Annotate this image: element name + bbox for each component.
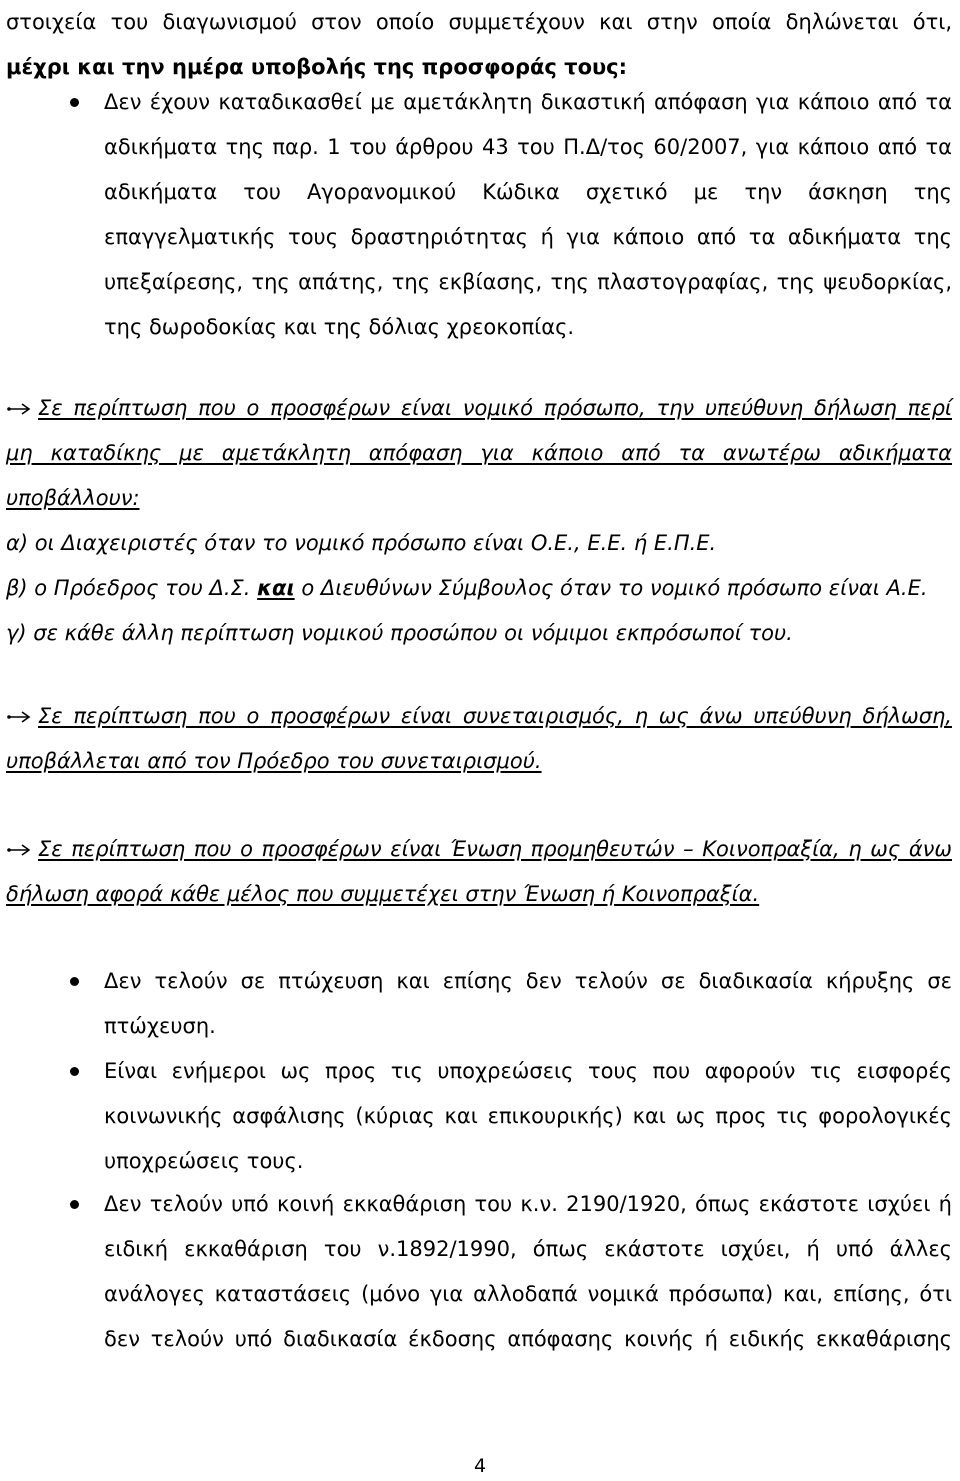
bullet-4-paragraph: [104, 1182, 952, 1362]
note-union-line-2: δήλωση αφορά κάθε μέλος που συμμετέχει στην Ένωση ή Κοινοπραξία.: [6, 882, 760, 906]
note-legal-entity: [6, 386, 952, 656]
bullet-dot: [70, 1200, 79, 1209]
bullet-1-line: αδικήματα του Αγορανομικού Κώδικα σχετικό με την άσκηση της: [104, 180, 952, 204]
note-legal-entity-line-2: μη καταδίκης με αμετάκλητη απόφαση για κάποιο από τα ανωτέρω αδικήματα: [6, 441, 952, 465]
bullet-4-line: δεν τελούν υπό διαδικασία έκδοσης απόφασης κοινής ή ειδικής εκκαθάρισης: [104, 1327, 952, 1351]
note-legal-entity-item-c: γ) σε κάθε άλλη περίπτωση νομικού προσώπου οι νόμιμοι εκπρόσωποί του.: [6, 621, 793, 645]
note-legal-entity-line-1: [6, 386, 952, 431]
bullet-4-line: ανάλογες καταστάσεις (μόνο για αλλοδαπά νομικά πρόσωπα) και, επίσης, ότι: [104, 1282, 952, 1306]
bullet-3-line: Είναι ενήμεροι ως προς τις υποχρεώσεις τους που αφορούν τις εισφορές: [104, 1059, 952, 1083]
intro-line-1: στοιχεία του διαγωνισμού στον οποίο συμμετέχουν και στην οποία δηλώνεται ότι,: [6, 10, 952, 34]
arrow-right-icon: [6, 843, 34, 857]
arrow-right-icon: [6, 710, 34, 724]
bullet-4-line: ειδική εκκαθάριση του ν.1892/1990, όπως εκάστοτε ισχύει, ή υπό άλλες: [104, 1237, 952, 1261]
item-b-pre: β) ο Πρόεδρος του Δ.Σ.: [6, 576, 258, 600]
item-b-post: ο Διευθύνων Σύμβουλος όταν το νομικό πρόσωπο είναι Α.Ε.: [294, 576, 928, 600]
page-number: 4: [473, 1455, 487, 1477]
bullet-4-line: Δεν τελούν υπό κοινή εκκαθάριση του κ.ν. 2190/1920, όπως εκάστοτε ισχύει ή: [104, 1192, 952, 1216]
bullet-1-line: Δεν έχουν καταδικασθεί με αμετάκλητη δικαστική απόφαση για κάποιο από τα: [104, 90, 952, 114]
note-legal-entity-line-3: υποβάλλουν:: [6, 486, 140, 510]
bullet-1-line: αδικήματα της παρ. 1 του άρθρου 43 του Π.Δ/τος 60/2007, για κάποιο από τα: [104, 135, 952, 159]
bullet-1-line: της δωροδοκίας και της δόλιας χρεοκοπίας.: [104, 315, 575, 339]
note-cooperative: [6, 694, 952, 784]
bullet-2-line: πτώχευση.: [104, 1014, 216, 1038]
bullet-dot: [70, 98, 79, 107]
note-legal-entity-item-a: α) οι Διαχειριστές όταν το νομικό πρόσωπο είναι Ο.Ε., Ε.Ε. ή Ε.Π.Ε.: [6, 531, 717, 555]
bullet-dot: [70, 977, 79, 986]
bullet-1-line: επαγγελματικής τους δραστηριότητας ή για κάποιο από τα αδικήματα της: [104, 225, 952, 249]
note-union-text: Σε περίπτωση που ο προσφέρων είναι Ένωση προμηθευτών – Κοινοπραξία, η ως άνω: [38, 837, 952, 861]
note-cooperative-line-1: [6, 694, 952, 739]
intro-line-2-bold: μέχρι και την ημέρα υποβολής της προσφοράς τους:: [6, 55, 628, 79]
item-b-bold: και: [257, 576, 295, 600]
note-legal-entity-item-b: [6, 566, 952, 611]
bullet-3-paragraph: [104, 1049, 952, 1184]
note-union-line-1: [6, 827, 952, 872]
intro-paragraph: [6, 0, 952, 90]
bullet-3-line: κοινωνικής ασφάλισης (κύριας και επικουρικής) και ως προς τις φορολογικές: [104, 1104, 952, 1128]
note-union: [6, 827, 952, 917]
note-cooperative-text: Σε περίπτωση που ο προσφέρων είναι συνεταιρισμός, η ως άνω υπεύθυνη δήλωση,: [38, 704, 952, 728]
bullet-2-paragraph: [104, 959, 952, 1049]
bullet-dot: [70, 1067, 79, 1076]
bullet-1-paragraph: [104, 80, 952, 350]
bullet-2-line: Δεν τελούν σε πτώχευση και επίσης δεν τελούν σε διαδικασία κήρυξης σε: [104, 969, 952, 993]
arrow-right-icon: [6, 402, 34, 416]
note-cooperative-line-2: υποβάλλεται από τον Πρόεδρο του συνεταιρισμού.: [6, 749, 542, 773]
note-legal-entity-text: Σε περίπτωση που ο προσφέρων είναι νομικό πρόσωπο, την υπεύθυνη δήλωση περί: [38, 396, 952, 420]
bullet-1-line: υπεξαίρεσης, της απάτης, της εκβίασης, της πλαστογραφίας, της ψευδορκίας,: [104, 270, 952, 294]
bullet-3-line: υποχρεώσεις τους.: [104, 1149, 304, 1173]
